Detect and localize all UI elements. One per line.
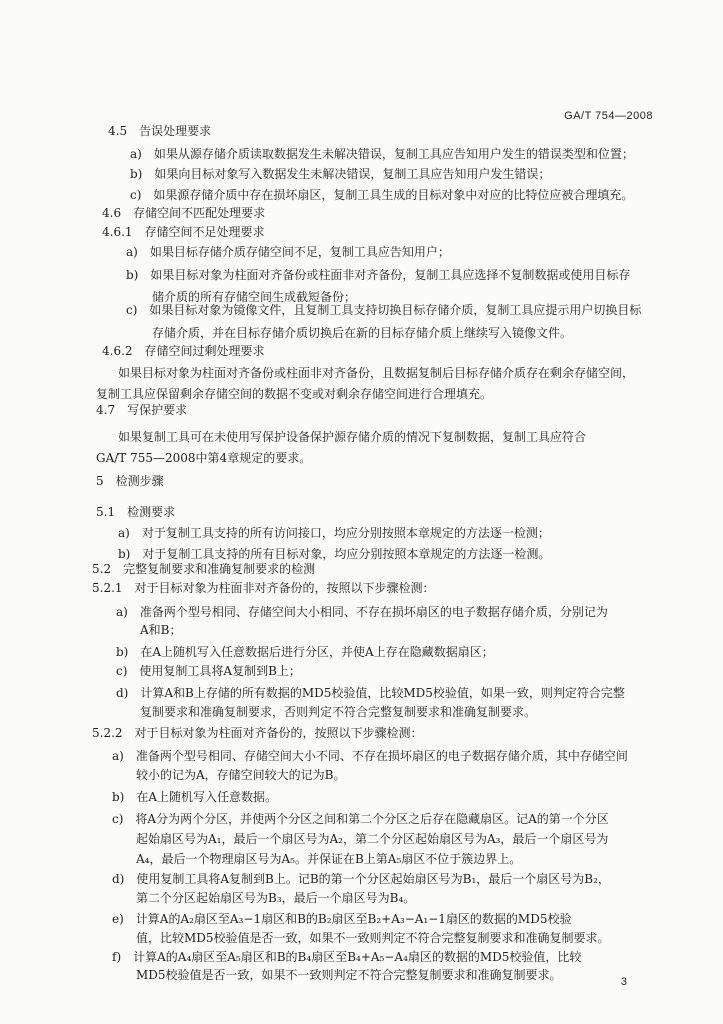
- chapter-heading: 5 检测步骤: [96, 474, 164, 488]
- subsection-heading: 5.2.2 对于目标对象为柱面对齐备份的，按照以下步骤检测：: [92, 726, 423, 740]
- list-item: f) 计算A的A₄扇区至A₅扇区和B的B₄扇区至B₄+A₅−A₄扇区的数据的MD5校验值，比较: [112, 950, 582, 964]
- subsection-heading: 5.2.1 对于目标对象为柱面非对齐备份的，按照以下步骤检测：: [92, 581, 435, 595]
- paragraph-line: 如果复制工具可在未使用写保护设备保护源存储介质的情况下复制数据，复制工具应符合: [118, 430, 587, 444]
- list-item: b) 在A上随机写入任意数据。: [112, 790, 278, 804]
- paragraph-line: 复制工具应保留剩余存储空间的数据不变或对剩余存储空间进行合理填充。: [96, 387, 493, 401]
- subsection-heading: 4.6.1 存储空间不足处理要求: [102, 225, 265, 239]
- page-number: 3: [620, 976, 627, 988]
- list-item: b) 如果向目标对象写入数据发生未解决错误，复制工具应告知用户发生错误；: [130, 167, 551, 181]
- list-item: c) 使用复制工具将A复制到B上；: [116, 664, 301, 678]
- list-item-continuation: 存储介质，并在目标存储介质切换后在新的目标存储介质上继续写入镜像文件。: [152, 326, 573, 340]
- list-item-continuation: 第二个分区起始扇区号为B₃，最后一个扇区号为B₄。: [136, 891, 416, 905]
- list-item: a) 准备两个型号相同、存储空间大小不同、不存在损坏扇区的电子数据存储介质，其中存储空间: [112, 749, 628, 763]
- list-item-continuation: 复制要求和准确复制要求，否则判定不符合完整复制要求和准确复制要求。: [140, 705, 537, 719]
- list-item: d) 计算A和B上存储的所有数据的MD5校验值，比较MD5校验值，如果一致，则判定符合完整: [116, 686, 625, 700]
- list-item: d) 使用复制工具将A复制到B上。记B的第一个分区起始扇区号为B₁，最后一个扇区号为B₂，: [112, 872, 610, 886]
- list-item: a) 如果目标存储介质存储空间不足，复制工具应告知用户；: [126, 245, 450, 259]
- list-item-continuation: A和B；: [140, 623, 182, 637]
- section-heading: 5.1 检测要求: [96, 505, 176, 519]
- paragraph-line: 如果目标对象为柱面对齐备份或柱面非对齐备份，且数据复制后目标存储介质存在剩余存储空间，: [118, 366, 635, 380]
- list-item: a) 准备两个型号相同、存储空间大小相同、不存在损坏扇区的电子数据存储介质，分别记为: [116, 605, 608, 619]
- list-item: a) 对于复制工具支持的所有访问接口，均应分别按照本章规定的方法逐一检测；: [118, 526, 550, 540]
- list-item-continuation: 值，比较MD5校验值是否一致，如果不一致则判定不符合完整复制要求和准确复制要求。: [136, 931, 610, 945]
- list-item: b) 在A上随机写入任意数据后进行分区，并使A上存在隐藏数据扇区；: [116, 645, 494, 659]
- list-item-continuation: MD5校验值是否一致，如果不一致则判定不符合完整复制要求和准确复制要求。: [136, 968, 562, 982]
- list-item: c) 将A分为两个分区，并使两个分区之间和第二个分区之后存在隐藏扇区。记A的第一个分区: [112, 812, 609, 826]
- list-item: c) 如果源存储介质中存在损坏扇区，复制工具生成的目标对象中对应的比特位应被合理填充。: [130, 188, 634, 202]
- list-item: a) 如果从源存储介质读取数据发生未解决错误，复制工具应告知用户发生的错误类型和位置；: [130, 147, 634, 161]
- section-heading: 4.7 写保护要求: [96, 403, 188, 417]
- section-heading: 4.6 存储空间不匹配处理要求: [102, 206, 266, 220]
- section-heading: 5.2 完整复制要求和准确复制要求的检测: [92, 562, 316, 576]
- list-item-continuation: 储介质的所有存储空间生成截短备份；: [152, 290, 357, 304]
- paragraph-line: GA/T 755—2008中第4章规定的要求。: [96, 451, 312, 465]
- list-item: b) 如果目标对象为柱面对齐备份或柱面非对齐备份，复制工具应选择不复制数据或使用目标存: [126, 268, 631, 282]
- list-item-continuation: 起始扇区号为A₁，最后一个扇区号为A₂，第二个分区起始扇区号为A₃，最后一个扇区号为: [136, 832, 609, 846]
- standard-code: GA/T 754—2008: [564, 110, 653, 122]
- list-item: c) 如果目标对象为镜像文件，且复制工具支持切换目标存储介质，复制工具应提示用户切换目标: [126, 303, 642, 317]
- list-item-continuation: A₄，最后一个物理扇区号为A₅。并保证在B上第A₅扇区不位于簇边界上。: [136, 852, 522, 866]
- list-item: b) 对于复制工具支持的所有目标对象，均应分别按照本章规定的方法逐一检测。: [118, 547, 551, 561]
- list-item-continuation: 较小的记为A，存储空间较大的记为B。: [136, 768, 346, 782]
- section-heading: 4.5 告误处理要求: [108, 124, 212, 138]
- subsection-heading: 4.6.2 存储空间过剩处理要求: [102, 344, 265, 358]
- list-item: e) 计算A的A₂扇区至A₃−1扇区和B的B₂扇区至B₂+A₃−A₁−1扇区的数据的MD5校验: [112, 912, 572, 926]
